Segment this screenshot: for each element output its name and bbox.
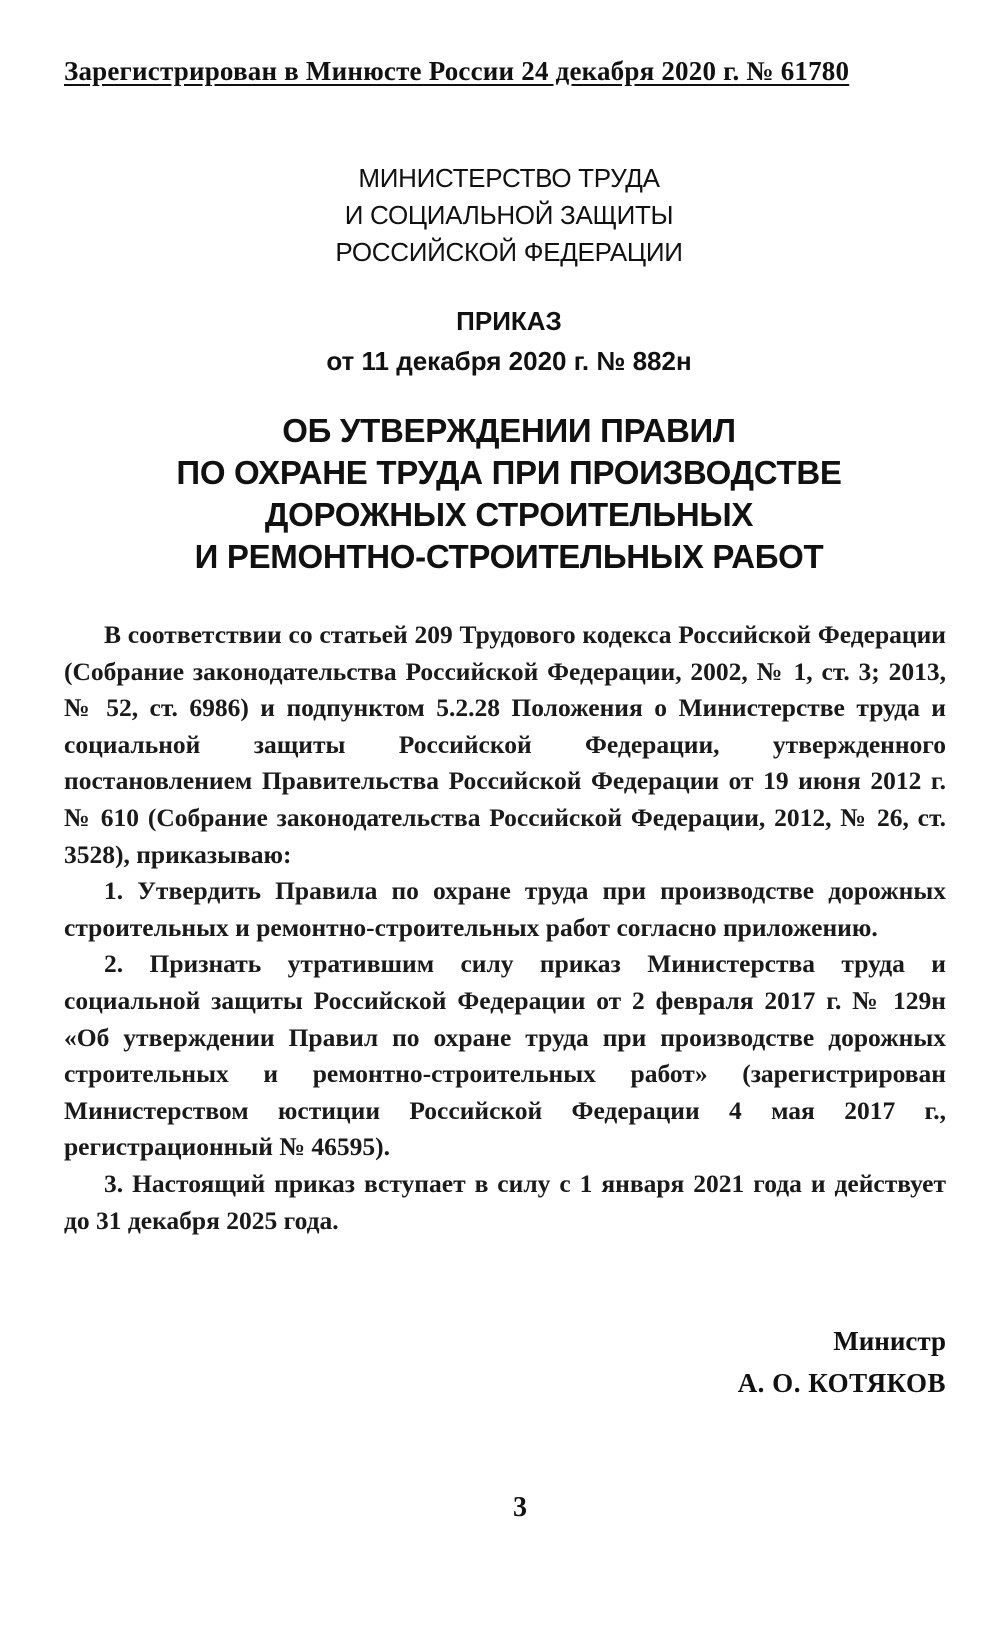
heading-line: ДОРОЖНЫХ СТРОИТЕЛЬНЫХ (264, 496, 754, 533)
ministry-line: МИНИСТЕРСТВО ТРУДА (358, 163, 660, 193)
order-header (0, 301, 1000, 381)
preamble-paragraph: В соответствии со статьей 209 Трудового кодекса Российской Федерации (Собрание законодательства Российской Федерации, 2002, № 1, ст. 3; 2013, № 52, ст. 6986) и подпунктом 5.2.28 Положения о Министерстве труда и социальной защиты Российской Федерации, утвержденного постановлением Правительства Российской Федерации от 19 июня 2012 г. № 610 (Собрание законодательства Российской Федерации, 2012, № 26, ст. 3528), приказываю: (64, 620, 946, 869)
ministry-line: РОССИЙСКОЙ ФЕДЕРАЦИИ (335, 237, 683, 267)
page-number: 3 (513, 1492, 527, 1523)
registration-note: Зарегистрирован в Минюсте России 24 декабря 2020 г. № 61780 (64, 56, 850, 86)
signature-block (560, 1320, 946, 1404)
item-1-paragraph: 1. Утвердить Правила по охране труда при производстве дорожных строительных и ремонтно-строительных работ согласно приложению. (64, 876, 946, 942)
order-date-number: от 11 декабря 2020 г. № 882н (326, 346, 692, 376)
heading-line: ПО ОХРАНЕ ТРУДА ПРИ ПРОИЗВОДСТВЕ (176, 454, 842, 491)
heading-line: И РЕМОНТНО-СТРОИТЕЛЬНЫХ РАБОТ (194, 538, 824, 575)
signatory-position: Министр (833, 1326, 946, 1356)
ministry-name (0, 160, 1000, 271)
order-title: ПРИКАЗ (456, 306, 562, 336)
item-2-paragraph: 2. Признать утратившим силу приказ Министерства труда и социальной защиты Российской Федерации от 2 февраля 2017 г. № 129н «Об утверждении Правил по охране труда при производстве дорожных строительных и ремонтно-строительных работ» (зарегистрирован Министерством юстиции Российской Федерации 4 мая 2017 г., регистрационный № 46595). (64, 949, 946, 1162)
heading-line: ОБ УТВЕРЖДЕНИИ ПРАВИЛ (282, 412, 736, 449)
item-3-paragraph: 3. Настоящий приказ вступает в силу с 1 января 2021 года и действует до 31 декабря 2025 года. (64, 1168, 946, 1235)
ministry-line: И СОЦИАЛЬНОЙ ЗАЩИТЫ (344, 200, 674, 230)
document-body (64, 617, 946, 1239)
signatory-name: А. О. КОТЯКОВ (737, 1368, 946, 1398)
document-heading (0, 410, 1000, 578)
